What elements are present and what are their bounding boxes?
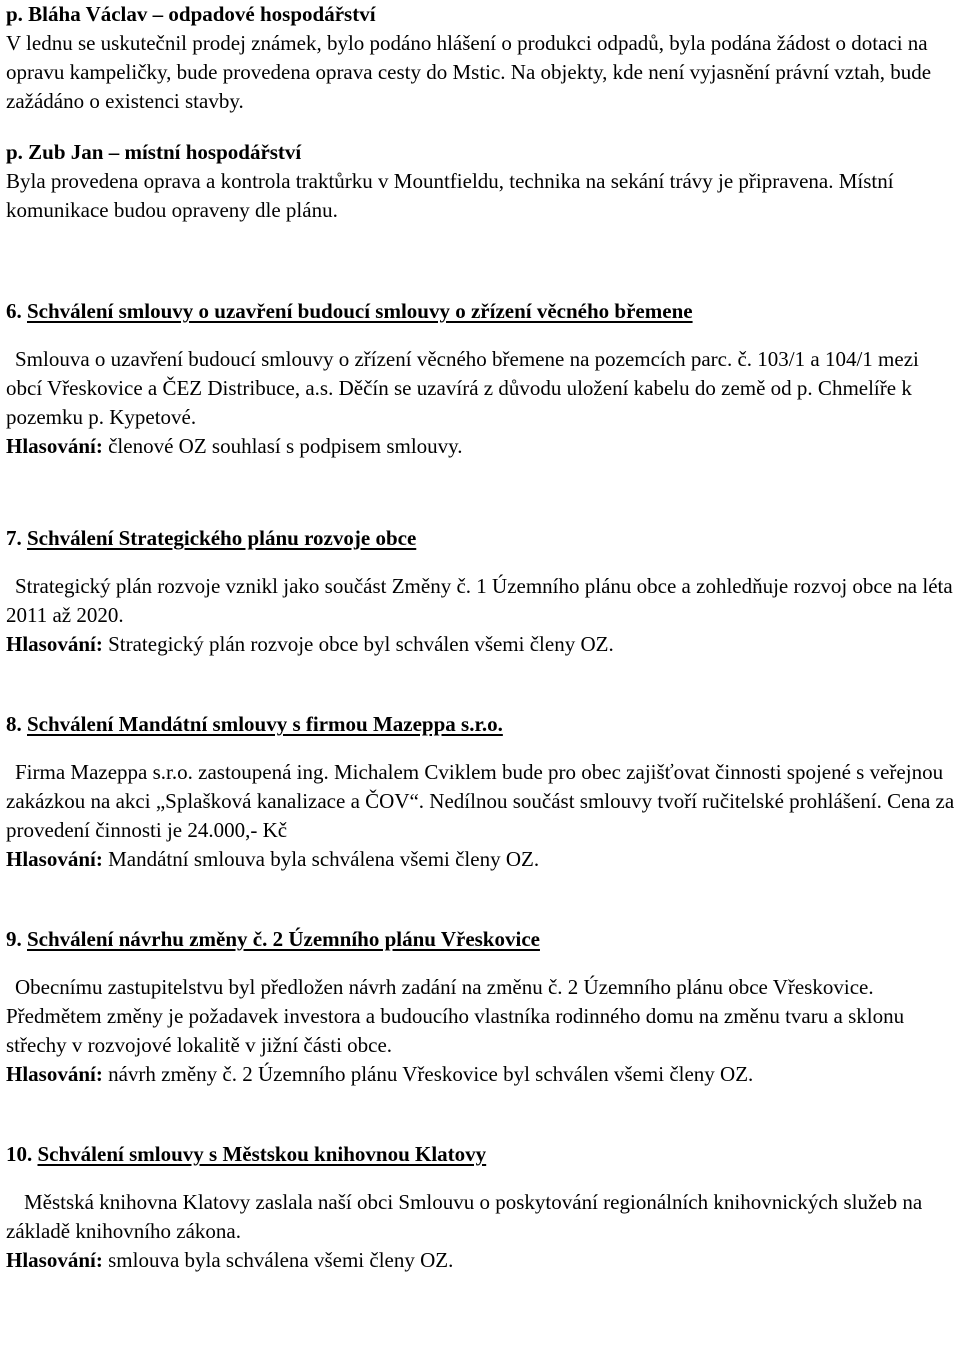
vote-label: Hlasování: <box>6 847 103 871</box>
vote-result: návrh změny č. 2 Územního plánu Vřeskovice byl schválen všemi členy OZ. <box>108 1062 754 1086</box>
section-number: 10. <box>6 1142 33 1166</box>
section-10 <box>6 1140 960 1275</box>
vote-label: Hlasování: <box>6 434 103 458</box>
section-text: Strategický plán rozvoje vznikl jako součást Změny č. 1 Územního plánu obce a zohledňuje rozvoj obce na léta 2011 až 2020. <box>6 574 953 627</box>
section-title: Schválení návrhu změny č. 2 Územního plánu Vřeskovice <box>27 927 540 951</box>
vote-label: Hlasování: <box>6 632 103 656</box>
section-heading <box>6 297 960 326</box>
section-6 <box>6 297 960 461</box>
section-heading <box>6 925 960 954</box>
section-9 <box>6 925 960 1089</box>
vote-result: Mandátní smlouva byla schválena všemi členy OZ. <box>108 847 540 871</box>
vote-result: členové OZ souhlasí s podpisem smlouvy. <box>108 434 463 458</box>
section-title: Schválení Mandátní smlouvy s firmou Mazeppa s.r.o. <box>27 712 503 736</box>
report-mistni-hospodarstvi <box>6 138 960 225</box>
vote-line <box>6 1060 960 1089</box>
section-heading <box>6 1140 960 1169</box>
section-text: Městská knihovna Klatovy zaslala naší obci Smlouvu o poskytování regionálních knihovnických služeb na základě knihovního zákona. <box>6 1190 923 1243</box>
report-odpadove-hospodarstvi <box>6 0 960 116</box>
report-text: Byla provedena oprava a kontrola traktůrku v Mountfieldu, technika na sekání trávy je připravena. Místní komunikace budou opraveny dle plánu. <box>6 169 894 222</box>
vote-line <box>6 432 960 461</box>
section-text: Obecnímu zastupitelstvu byl předložen návrh zadání na změnu č. 2 Územního plánu obce Vřeskovice. Předmětem změny je požadavek investora a budoucího vlastníka rodinného domu na změnu tvaru a sklonu střechy v rozvojové lokalitě v jižní části obce. <box>6 975 905 1057</box>
report-text: V lednu se uskutečnil prodej známek, bylo podáno hlášení o produkci odpadů, byla podána žádost o dotaci na opravu kampeličky, bude provedena oprava cesty do Mstic. Na objekty, kde není vyjasnění právní vztah, bude zažádáno o existenci stavby. <box>6 31 932 113</box>
section-title: Schválení smlouvy s Městskou knihovnou Klatovy <box>37 1142 487 1166</box>
section-number: 7. <box>6 526 22 550</box>
vote-line <box>6 1246 960 1275</box>
vote-line <box>6 845 960 874</box>
vote-label: Hlasování: <box>6 1062 103 1086</box>
section-number: 9. <box>6 927 22 951</box>
section-heading <box>6 524 960 553</box>
vote-line <box>6 630 960 659</box>
section-7 <box>6 524 960 659</box>
report-title: p. Bláha Václav – odpadové hospodářství <box>6 2 376 26</box>
section-text: Smlouva o uzavření budoucí smlouvy o zřízení věcného břemene na pozemcích parc. č. 103/1 a 104/1 mezi obcí Vřeskovice a ČEZ Distribuce, a.s. Děčín se uzavírá z důvodu uložení kabelu do země od p. Chmelíře k pozemku p. Kypetové. <box>6 347 919 429</box>
section-text: Firma Mazeppa s.r.o. zastoupená ing. Michalem Cviklem bude pro obec zajišťovat činnosti spojené s veřejnou zakázkou na akci „Splašková kanalizace a ČOV“. Nedílnou součást smlouvy tvoří ručitelské prohlášení. Cena za provedení činnosti je 24.000,- Kč <box>6 760 955 842</box>
section-number: 8. <box>6 712 22 736</box>
section-number: 6. <box>6 299 22 323</box>
vote-result: smlouva byla schválena všemi členy OZ. <box>108 1248 454 1272</box>
section-8 <box>6 710 960 874</box>
report-title: p. Zub Jan – místní hospodářství <box>6 140 302 164</box>
section-heading <box>6 710 960 739</box>
vote-label: Hlasování: <box>6 1248 103 1272</box>
vote-result: Strategický plán rozvoje obce byl schválen všemi členy OZ. <box>108 632 614 656</box>
section-title: Schválení Strategického plánu rozvoje obce <box>27 526 417 550</box>
section-title: Schválení smlouvy o uzavření budoucí smlouvy o zřízení věcného břemene <box>27 299 693 323</box>
